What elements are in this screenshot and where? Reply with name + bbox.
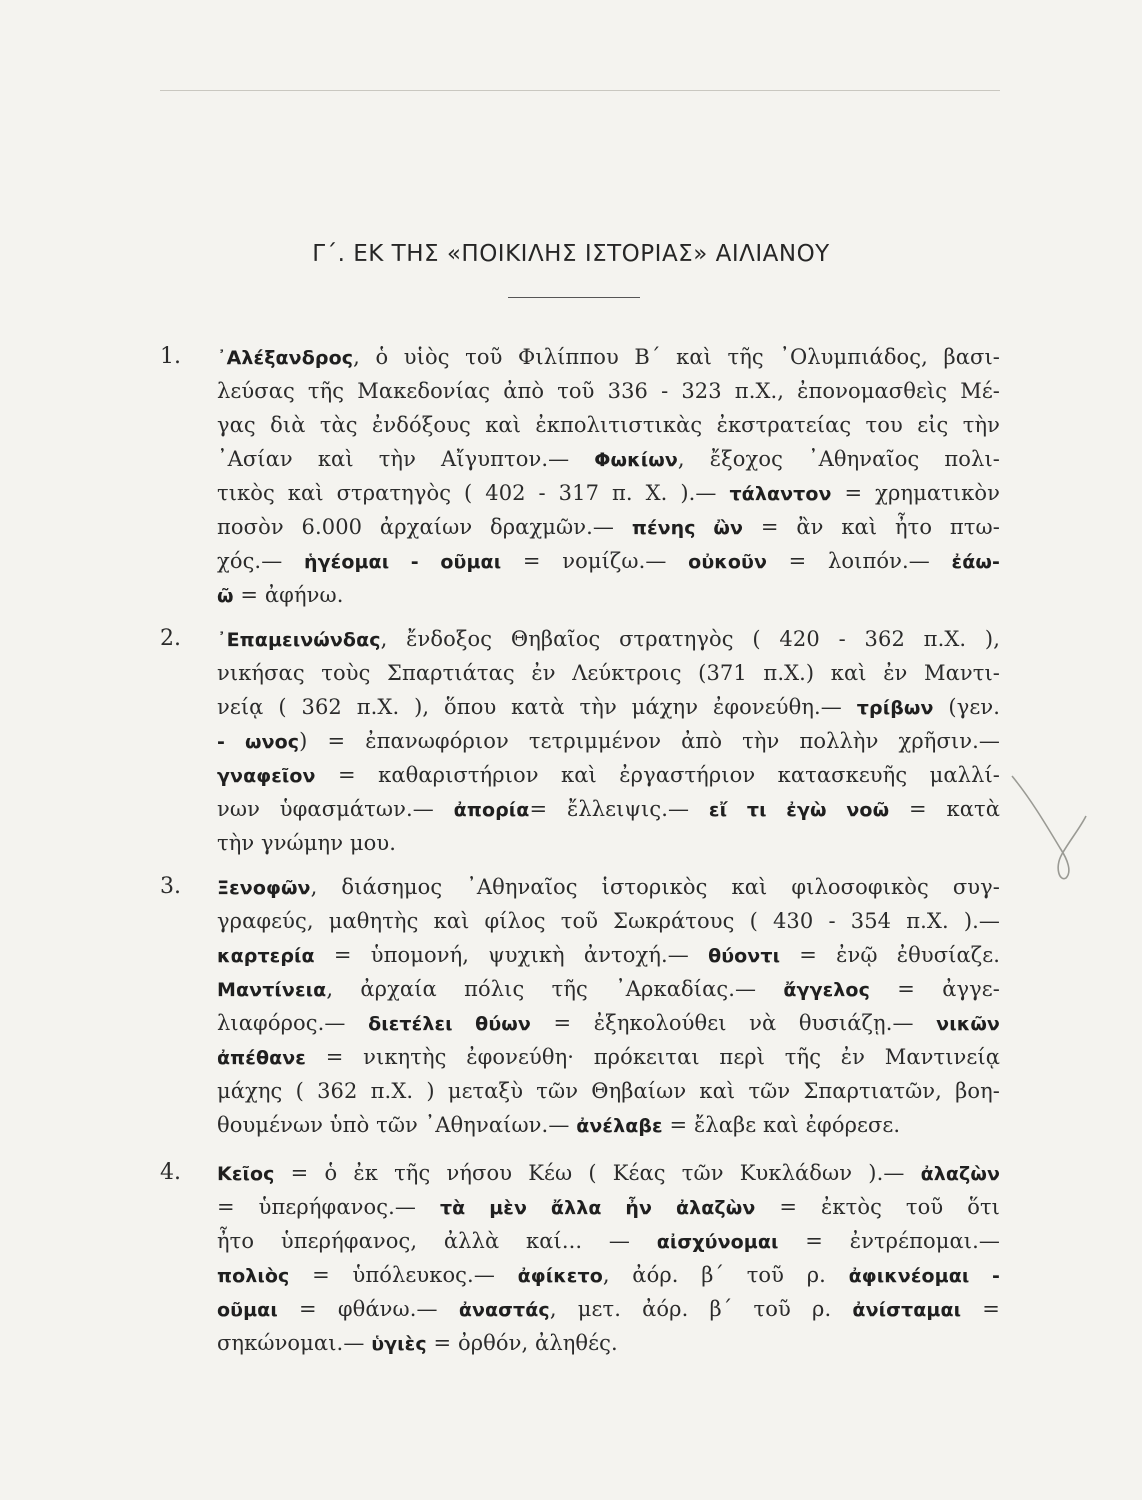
text-line [217,476,1000,510]
glossed-term: Φωκίων [594,449,678,471]
entry-text [217,622,1000,860]
gloss-text: = ἐκτὸς τοῦ ὅτι [755,1195,1000,1219]
text-line [217,1040,1000,1074]
text-line [217,904,1000,938]
gloss-text: γας διὰ τὰς ἐνδόξους καὶ ἐκπολιτιστικὰς ἐκστρατείας του εἰς τὴν [217,413,1000,437]
gloss-text: = ὑπομονή, ψυχικὴ ἀντοχή.— [314,943,709,967]
text-line [217,938,1000,972]
entry-text [217,340,1000,612]
glossed-term: ἀλαζὼν [920,1163,1000,1185]
gloss-text: = ὁ ἐκ τῆς νήσου Κέω ( Κέας τῶν Κυκλάδων ).— [274,1161,921,1185]
glossed-term: Ξενοφῶν [217,877,311,899]
gloss-text: νείᾳ ( 362 π.Χ. ), ὅπου κατὰ τὴν μάχην ἐφονεύθη.— [217,695,857,719]
text-line [217,792,1000,826]
text-line [217,1108,1000,1142]
glossed-term: τρίβων [856,697,934,719]
entry-number: 2. [160,626,181,651]
title-underline [508,297,640,298]
gloss-text: = φθάνω.— [277,1297,459,1321]
text-line [217,724,1000,758]
glossed-term: ἐάω- [951,551,1000,573]
glossed-term: Μαντίνεια [217,979,327,1001]
gloss-text: = ὑπόλευκος.— [289,1263,518,1287]
entry-number: 4. [160,1160,181,1185]
glossed-term: πολιὸς [217,1265,290,1287]
gloss-text: = ἀφήνω. [233,583,344,607]
glossed-term: ἀφίκετο [517,1265,603,1287]
text-line [217,826,1000,860]
glossed-term: ἀφικνέομαι - [848,1265,1000,1287]
gloss-text: = λοιπόν.— [766,549,952,573]
glossed-term: θύοντι [708,945,781,967]
text-line [217,870,1000,904]
gloss-text: = ἔλαβε καὶ ἐφόρεσε. [662,1113,901,1137]
glossed-term: αἰσχύνομαι [656,1231,779,1253]
text-line [217,1258,1000,1292]
gloss-text: = ὀρθόν, ἀληθές. [426,1331,618,1355]
gloss-text: = ἔλλειψις.— [529,797,709,821]
glossed-term: ἀνίσταμαι [852,1299,962,1321]
gloss-text: χός.— [217,549,304,573]
gloss-text: νικήσας τοὺς Σπαρτιάτας ἐν Λεύκτροις (371 π.Χ.) καὶ ἐν Μαντι- [217,661,1000,685]
gloss-text: = ὑπερήφανος.— [217,1195,440,1219]
gloss-text: , ἀόρ. β΄ τοῦ ρ. [602,1263,849,1287]
text-line [217,622,1000,656]
section-title: Γ΄. ΕΚ ΤΗΣ «ΠΟΙΚΙΛΗΣ ΙΣΤΟΡΙΑΣ» ΑΙΛΙΑΝΟΥ [312,241,830,267]
gloss-text: = ἐντρέπομαι.— [778,1229,1000,1253]
text-line [217,340,1000,374]
text-line [217,690,1000,724]
text-line [217,972,1000,1006]
text-line [217,510,1000,544]
gloss-text: = χρηματικὸν [831,481,1000,505]
gloss-text: = ἐξηκολούθει νὰ θυσιάζῃ.— [530,1011,937,1035]
glossed-term: ἀναστάς [458,1299,550,1321]
entry-text [217,1156,1000,1360]
gloss-text: ἦτο ὑπερήφανος, ἀλλὰ καί... — [217,1229,657,1253]
glossed-term: ᾿Επαμεινώνδας [217,629,381,651]
gloss-text: , ἀρχαία πόλις τῆς ᾿Αρκαδίας.— [326,977,784,1001]
glossed-term: καρτερία [217,945,315,967]
pencil-annotation-mark [1000,768,1090,888]
gloss-text: = νικητὴς ἐφονεύθη· πρόκειται περὶ τῆς ἐν Μαντινείᾳ [305,1045,1000,1069]
gloss-text: τὴν γνώμην μου. [217,831,396,855]
text-line [217,1006,1000,1040]
gloss-text: σηκώνομαι.— [217,1331,372,1355]
gloss-text: λεύσας τῆς Μακεδονίας ἀπὸ τοῦ 336 - 323 π.Χ., ἐπονομασθεὶς Μέ- [217,379,1000,403]
gloss-text: θουμένων ὑπὸ τῶν ᾿Αθηναίων.— [217,1113,577,1137]
text-line [217,1190,1000,1224]
glossed-term: νικῶν [936,1013,1000,1035]
entry-4 [160,1156,1000,1360]
gloss-text: = ἀγγε- [869,977,1000,1001]
glossed-term: γναφεῖον [217,765,316,787]
glossed-term: ἄγγελος [783,979,870,1001]
gloss-text: = νομίζω.— [501,549,689,573]
glossed-term: - ωνος [217,731,300,753]
gloss-text: = καθαριστήριον καὶ ἐργαστήριον κατασκευῆς μαλλί- [315,763,1000,787]
glossed-term: ἀπορία [453,799,530,821]
gloss-text: , ὁ υἱὸς τοῦ Φιλίππου Β΄ καὶ τῆς ᾿Ολυμπιάδος, βασι- [353,345,1000,369]
glossed-term: ὑγιὲς [371,1333,427,1355]
entry-1 [160,340,1000,612]
text-line [217,578,1000,612]
gloss-text: , ἔξοχος ᾿Αθηναῖος πολι- [677,447,1000,471]
text-line [217,408,1000,442]
glossed-term: ᾿Αλέξανδρος [217,347,354,369]
glossed-term: τὰ μὲν ἄλλα ἦν ἀλαζὼν [439,1197,756,1219]
text-line [217,1224,1000,1258]
glossed-term: οὐκοῦν [688,551,767,573]
gloss-text: , μετ. ἀόρ. β΄ τοῦ ρ. [549,1297,853,1321]
entry-3 [160,870,1000,1142]
entry-text [217,870,1000,1142]
gloss-text: = [961,1297,1000,1321]
text-line [217,374,1000,408]
gloss-text: λιαφόρος.— [217,1011,369,1035]
text-line [217,1292,1000,1326]
glossed-term: διετέλει θύων [368,1013,531,1035]
gloss-text: τικὸς καὶ στρατηγὸς ( 402 - 317 π. Χ. ).— [217,481,730,505]
gloss-text: νων ὑφασμάτων.— [217,797,454,821]
running-head-rule [160,80,1000,91]
gloss-text: γραφεύς, μαθητὴς καὶ φίλος τοῦ Σωκράτους ( 430 - 354 π.Χ. ).— [217,909,1000,933]
gloss-text: (γεν. [933,695,1000,719]
gloss-text: = κατὰ [889,797,1000,821]
entry-number: 3. [160,874,181,899]
text-line [217,1074,1000,1108]
glossed-term: πένης ὢν [631,517,744,539]
gloss-text: ) = ἐπανωφόριον τετριμμένον ἀπὸ τὴν πολλὴν χρῆσιν.— [299,729,1000,753]
gloss-text: ᾿Ασίαν καὶ τὴν Αἴγυπτον.— [217,447,595,471]
text-line [217,1326,1000,1360]
gloss-text: = ἐνῷ ἐθυσίαζε. [780,943,1000,967]
glossed-term: εἴ τι ἐγὼ νοῶ [708,799,890,821]
text-line [217,656,1000,690]
glossed-term: Κεῖος [217,1163,275,1185]
glossed-term: ῶ [217,585,234,607]
gloss-text: μάχης ( 362 π.Χ. ) μεταξὺ τῶν Θηβαίων καὶ τῶν Σπαρτιατῶν, βοη- [217,1079,1000,1103]
text-line [217,1156,1000,1190]
gloss-text: = ἂν καὶ ἦτο πτω- [743,515,1000,539]
gloss-text: , ἔνδοξος Θηβαῖος στρατηγὸς ( 420 - 362 π.Χ. ), [380,627,1000,651]
text-line [217,442,1000,476]
text-line [217,544,1000,578]
glossed-term: ἡγέομαι - οῦμαι [303,551,502,573]
gloss-text: , διάσημος ᾿Αθηναῖος ἱστορικὸς καὶ φιλοσοφικὸς συγ- [310,875,1000,899]
glossed-term: ἀπέθανε [217,1047,306,1069]
entry-2 [160,622,1000,860]
text-line [217,758,1000,792]
gloss-text: ποσὸν 6.000 ἀρχαίων δραχμῶν.— [217,515,632,539]
glossed-term: οῦμαι [217,1299,278,1321]
entry-number: 1. [160,344,181,369]
glossed-term: ἀνέλαβε [576,1115,663,1137]
glossed-term: τάλαντον [729,483,832,505]
